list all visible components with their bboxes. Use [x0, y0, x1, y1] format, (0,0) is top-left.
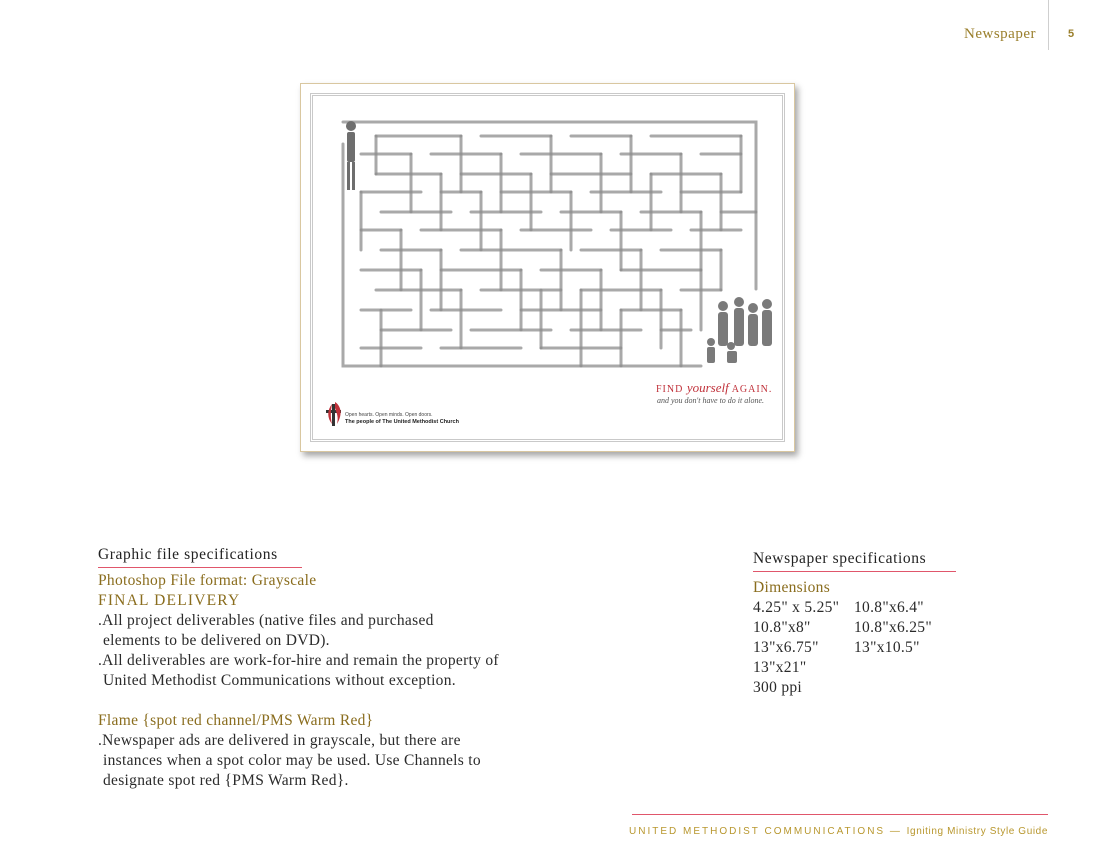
- flame-line-2: instances when a spot color may be used. Use Channels to: [103, 752, 481, 769]
- logo-church-name: The people of The United Methodist Church: [345, 419, 459, 425]
- dimension-item: 13"x10.5": [854, 639, 920, 656]
- tagline-suffix: AGAIN.: [731, 384, 773, 395]
- spacer: [98, 691, 558, 711]
- lone-figure-icon: [346, 121, 356, 190]
- cross-flame-logo-icon: [326, 402, 341, 426]
- flame-heading: Flame {spot red channel/PMS Warm Red}: [98, 712, 374, 729]
- dimension-item: 10.8"x6.25": [854, 619, 932, 636]
- flame-line-3: designate spot red {PMS Warm Red}.: [103, 772, 349, 789]
- page-number: 5: [1068, 28, 1075, 40]
- header-divider: [1048, 0, 1049, 50]
- ad-tagline: [656, 380, 772, 396]
- deliverable-item-2-line-1: .All deliverables are work-for-hire and remain the property of: [98, 652, 499, 669]
- dimension-item: 13"x6.75": [753, 639, 819, 656]
- flame-line-1: .Newspaper ads are delivered in grayscale, but there are: [98, 732, 461, 749]
- section-title: Newspaper: [964, 26, 1036, 42]
- tagline-prefix: FIND: [656, 384, 684, 395]
- dimension-item: [854, 658, 994, 678]
- footer-separator: —: [885, 826, 907, 837]
- graphic-specs-body: [98, 571, 558, 791]
- newspaper-specs-title: Newspaper specifications: [753, 550, 956, 572]
- file-format: Photoshop File format: Grayscale: [98, 572, 317, 589]
- footer-rule: [632, 814, 1048, 815]
- maze-ad-image: [300, 83, 795, 452]
- resolution: 300 ppi: [753, 679, 803, 696]
- dimensions-heading: Dimensions: [753, 579, 831, 596]
- footer: [629, 826, 1048, 837]
- final-delivery-heading: FINAL DELIVERY: [98, 592, 241, 609]
- deliverable-item-2-line-2: United Methodist Communications without exception.: [103, 672, 456, 689]
- dimension-item: 10.8"x6.4": [854, 599, 924, 616]
- deliverable-item-1-line-2: elements to be delivered on DVD).: [103, 632, 330, 649]
- footer-org: UNITED METHODIST COMMUNICATIONS: [629, 826, 886, 837]
- ad-tagline-line2: and you don't have to do it alone.: [657, 396, 765, 405]
- deliverable-item-1-line-1: .All project deliverables (native files and purchased: [98, 612, 434, 629]
- group-figures-icon: [707, 297, 772, 363]
- logo-slogan: Open hearts. Open minds. Open doors.: [345, 412, 433, 418]
- tagline-script-word: yourself: [686, 380, 729, 395]
- newspaper-specs-body: [753, 578, 1003, 698]
- dimension-item: 4.25" x 5.25": [753, 599, 840, 616]
- footer-guide: Igniting Ministry Style Guide: [906, 826, 1048, 837]
- dimension-item: 10.8"x8": [753, 619, 811, 636]
- dimension-item: 13"x21": [753, 659, 807, 676]
- graphic-specs-title: Graphic file specifications: [98, 546, 302, 568]
- dimensions-list: [753, 598, 1003, 678]
